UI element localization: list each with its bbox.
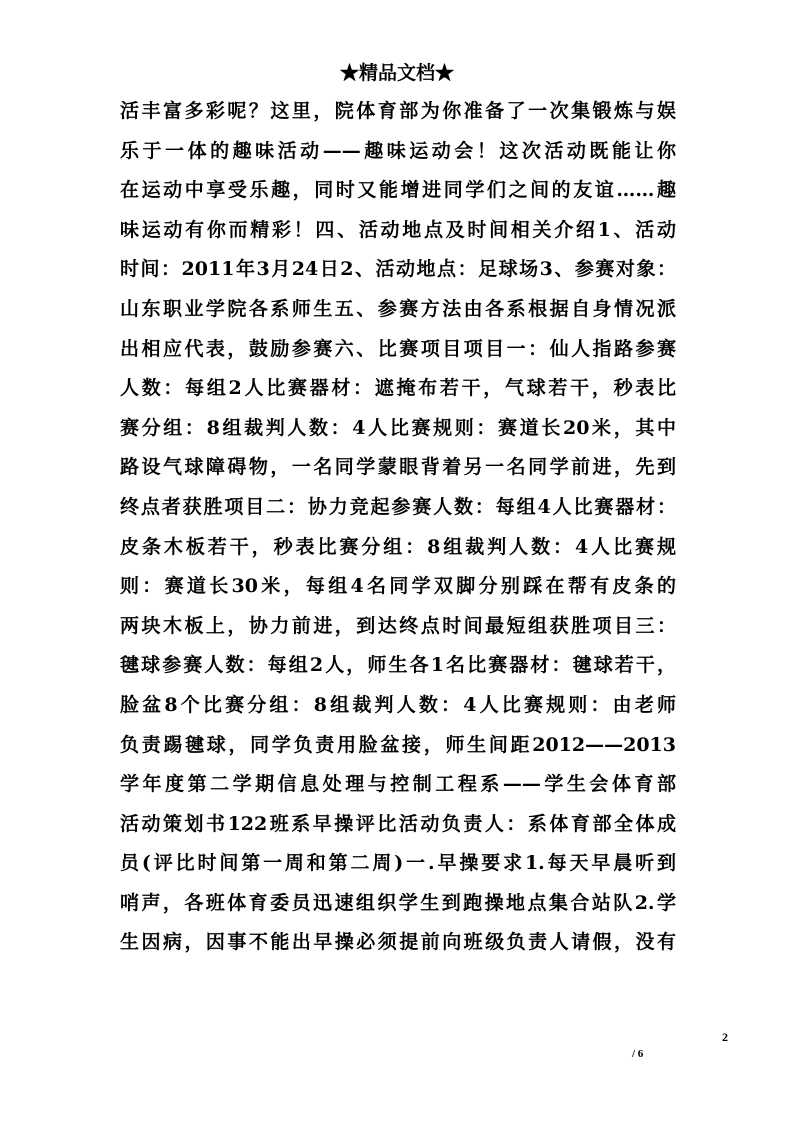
body-line: 皮条木板若干，秒表比赛分组：8组裁判人数：4人比赛规 [120, 535, 676, 558]
body-line: 哨声，各班体育委员迅速组织学生到跑操地点集合站队2.学 [120, 891, 676, 914]
body-line: 赛分组：8组裁判人数：4人比赛规则：赛道长20米，其中 [120, 416, 676, 439]
body-line: 活丰富多彩呢？这里，院体育部为你准备了一次集锻炼与娱 [120, 100, 676, 122]
body-line: 活动策划书122班系早操评比活动负责人：系体育部全体成 [120, 812, 676, 835]
body-line: 负责踢毽球，同学负责用脸盆接，师生间距2012——2013 [120, 733, 676, 756]
document-body [120, 92, 676, 963]
body-line: 学年度第二学期信息处理与控制工程系——学生会体育部 [120, 773, 676, 796]
body-line: 乐于一体的趣味活动——趣味运动会！这次活动既能让你 [120, 139, 676, 162]
body-line: 山东职业学院各系师生五、参赛方法由各系根据自身情况派 [120, 297, 676, 320]
body-line: 脸盆8个比赛分组：8组裁判人数：4人比赛规则：由老师 [120, 693, 676, 716]
body-line: 则：赛道长30米，每组4名同学双脚分别踩在帮有皮条的 [120, 575, 676, 598]
body-line: 人数：每组2人比赛器材：遮掩布若干，气球若干，秒表比 [120, 377, 676, 400]
body-line: 生因病，因事不能出早操必须提前向班级负责人请假，没有 [120, 931, 676, 954]
body-line: 毽球参赛人数：每组2人，师生各1名比赛器材：毽球若干， [120, 654, 676, 677]
page-number: 2 [722, 1030, 728, 1044]
body-line: 员(评比时间第一周和第二周)一.早操要求1.每天早晨听到 [120, 852, 676, 875]
body-line: 终点者获胜项目二：协力竞起参赛人数：每组4人比赛器材： [120, 495, 676, 518]
body-line: 味运动有你而精彩！四、活动地点及时间相关介绍1、活动 [120, 218, 676, 241]
body-line: 出相应代表，鼓励参赛六、比赛项目项目一：仙人指路参赛 [120, 337, 676, 360]
page-total: / 6 [632, 1048, 644, 1060]
body-line: 两块木板上，协力前进，到达终点时间最短组获胜项目三： [120, 614, 676, 637]
document-header-title: ★精品文档★ [339, 62, 454, 84]
body-line: 路设气球障碍物，一名同学蒙眼背着另一名同学前进，先到 [120, 456, 676, 479]
body-line: 时间：2011年3月24日2、活动地点：足球场3、参赛对象： [120, 258, 676, 281]
body-line: 在运动中享受乐趣，同时又能增进同学们之间的友谊……趣 [120, 179, 676, 202]
